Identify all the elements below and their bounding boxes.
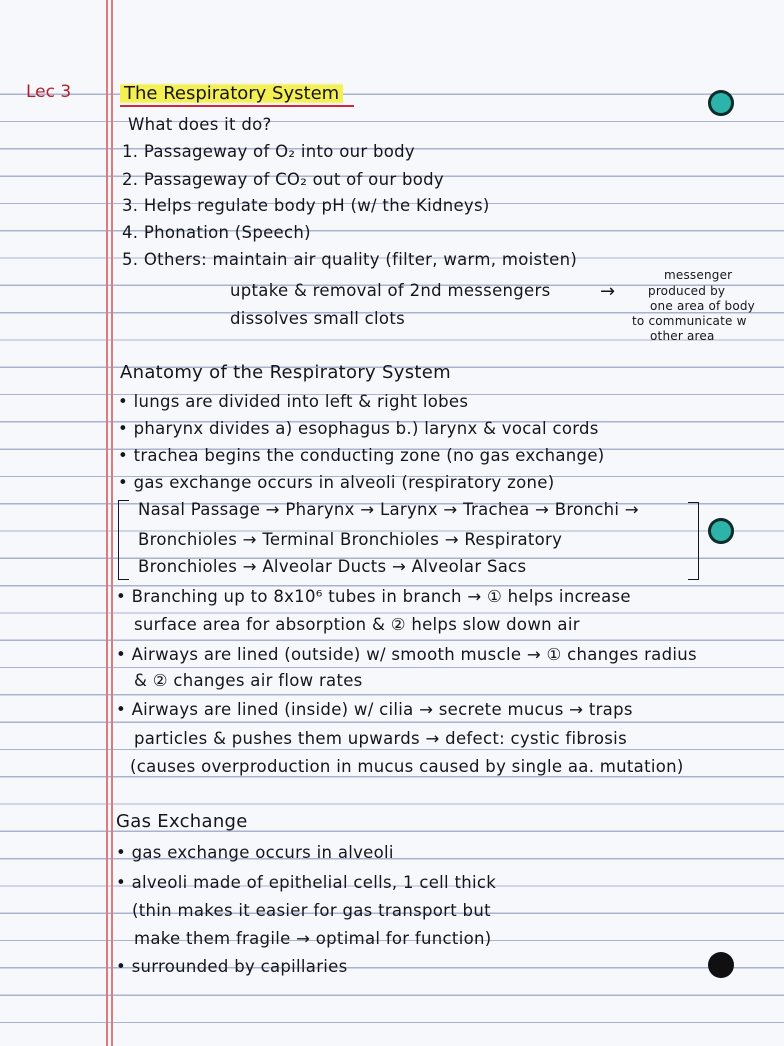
intro-others-cont: dissolves small clots xyxy=(230,309,405,328)
margin-line-right xyxy=(111,0,113,1046)
anatomy-detail: • Airways are lined (inside) w/ cilia → secrete mucus → traps xyxy=(116,700,633,719)
anatomy-detail: • Airways are lined (outside) w/ smooth muscle → ① changes radius xyxy=(116,645,697,664)
side-note-line: other area xyxy=(650,329,715,343)
side-note-arrow: → xyxy=(600,281,616,302)
pathway-bracket-right xyxy=(688,502,699,580)
intro-question: What does it do? xyxy=(128,115,272,134)
section-heading-anatomy: Anatomy of the Respiratory System xyxy=(120,362,451,383)
intro-others-cont: uptake & removal of 2nd messengers xyxy=(230,281,551,300)
anatomy-detail: surface area for absorption & ② helps slow down air xyxy=(134,615,580,634)
anatomy-bullet: • trachea begins the conducting zone (no gas exchange) xyxy=(118,446,605,465)
gas-exchange-line: • gas exchange occurs in alveoli xyxy=(116,843,394,862)
anatomy-detail: particles & pushes them upwards → defect: cystic fibrosis xyxy=(134,729,627,748)
top-margin-band xyxy=(0,0,784,74)
binder-hole-top xyxy=(708,90,734,116)
anatomy-bullet: • pharynx divides a) esophagus b.) larynx & vocal cords xyxy=(118,419,599,438)
side-note-line: messenger xyxy=(664,268,733,282)
title-underline xyxy=(120,105,354,107)
anatomy-bullet: • gas exchange occurs in alveoli (respiratory zone) xyxy=(118,473,555,492)
intro-item: 5. Others: maintain air quality (filter, warm, moisten) xyxy=(122,250,578,269)
intro-item: 4. Phonation (Speech) xyxy=(122,223,311,242)
lecture-label: Lec 3 xyxy=(26,82,72,102)
pathway-line: Bronchioles → Alveolar Ducts → Alveolar Sacs xyxy=(138,557,527,576)
intro-item: 1. Passageway of O₂ into our body xyxy=(122,142,415,161)
side-note-line: to communicate w xyxy=(632,314,747,328)
anatomy-detail: (causes overproduction in mucus caused by single aa. mutation) xyxy=(130,757,684,776)
page-title: The Respiratory System xyxy=(120,83,343,104)
intro-item: 3. Helps regulate body pH (w/ the Kidneys) xyxy=(122,196,490,215)
anatomy-detail: • Branching up to 8x10⁶ tubes in branch → ① helps increase xyxy=(116,587,631,606)
section-heading-gas-exchange: Gas Exchange xyxy=(116,811,248,832)
side-note-line: produced by xyxy=(648,284,726,298)
pathway-line: Bronchioles → Terminal Bronchioles → Respiratory xyxy=(138,530,563,549)
pathway-bracket-left xyxy=(118,500,129,580)
intro-item: 2. Passageway of CO₂ out of our body xyxy=(122,170,444,189)
gas-exchange-line: • surrounded by capillaries xyxy=(116,957,348,976)
binder-hole-bottom xyxy=(708,952,734,978)
anatomy-detail: & ② changes air flow rates xyxy=(134,671,363,690)
gas-exchange-line: make them fragile → optimal for function) xyxy=(134,929,492,948)
anatomy-bullet: • lungs are divided into left & right lobes xyxy=(118,392,469,411)
pathway-line: Nasal Passage → Pharynx → Larynx → Trachea → Bronchi → xyxy=(138,500,639,519)
gas-exchange-line: (thin makes it easier for gas transport but xyxy=(132,901,491,920)
margin-line-left xyxy=(106,0,108,1046)
gas-exchange-line: • alveoli made of epithelial cells, 1 cell thick xyxy=(116,873,497,892)
binder-hole-middle xyxy=(708,518,734,544)
side-note-line: one area of body xyxy=(650,299,755,313)
